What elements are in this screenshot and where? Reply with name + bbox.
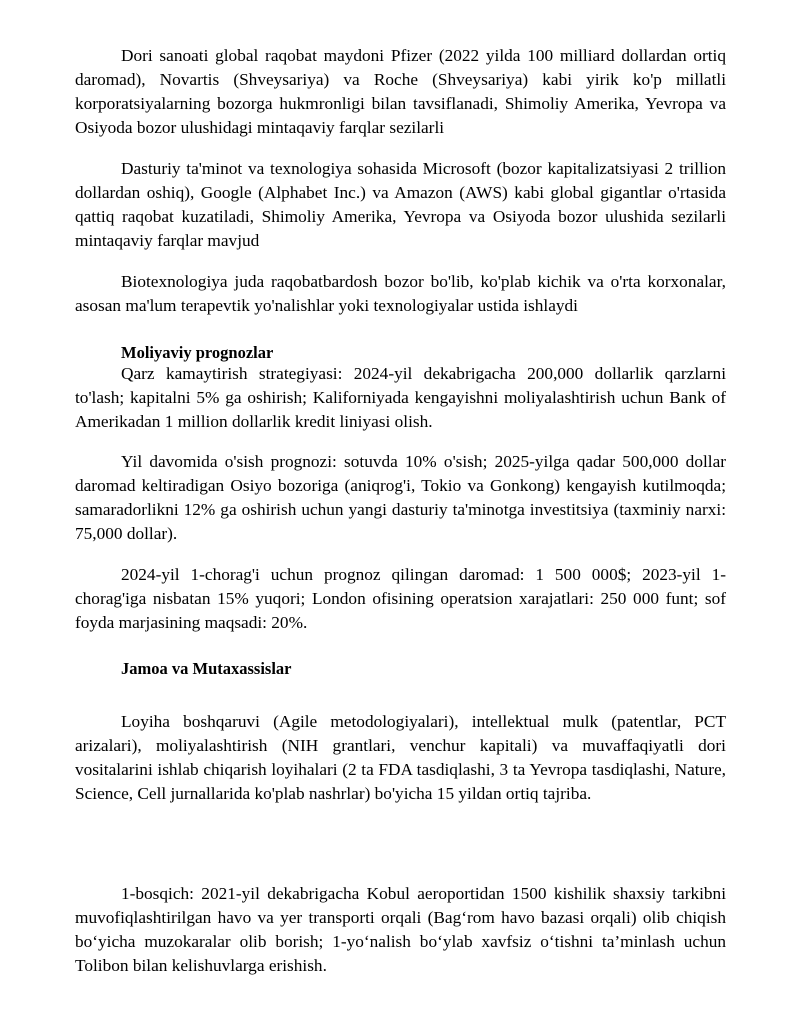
paragraph-experience: Loyiha boshqaruvi (Agile metodologiyalari), intellektual mulk (patentlar, PCT arizalari), moliyalashtirish (NIH grantlari, venchur kapitali) va muvaffaqiyatli dori vositalarini ishlab chiqarish loyihalari (2 ta FDA tasdiqlashi, 3 ta Yevropa tasdiqlashi, Nature, Science, Cell jurnallarida ko'plab nashrlar) bo'yicha 15 yildan ortiq tajriba. <box>75 712 726 803</box>
paragraph-q1-forecast: 2024-yil 1-chorag'i uchun prognoz qilingan daromad: 1 500 000$; 2023-yil 1-chorag'iga nisbatan 15% yuqori; London ofisining operatsion xarajatlari: 250 000 funt; sof foyda marjasining maqsadi: 20%. <box>75 565 726 632</box>
heading-team-experts: Jamoa va Mutaxassislar <box>121 659 292 678</box>
paragraph-phase-one: 1-bosqich: 2021-yil dekabrigacha Kobul aeroportidan 1500 kishilik shaxsiy tarkibni muvofiqlashtirilgan havo va yer transporti orqali (Bag‘rom havo bazasi orqali) olib chiqish bo‘yicha muzokaralar olib borish; 1-yo‘nalish bo‘ylab xavfsiz o‘tishni ta’minlash uchun Tolibon bilan kelishuvlarga erishish. <box>75 884 726 975</box>
paragraph-growth-forecast: Yil davomida o'sish prognozi: sotuvda 10% o'sish; 2025-yilga qadar 500,000 dollar daromad keltiradigan Osiyo bozoriga (aniqrog'i, Tokio va Gonkong) kengayish kutilmoqda; samaradorlikni 12% ga oshirish uchun yangi dasturiy ta'minotga investitsiya (taxminiy narxi: 75,000 dollar). <box>75 452 726 543</box>
paragraph-software-competition: Dasturiy ta'minot va texnologiya sohasida Microsoft (bozor kapitalizatsiyasi 2 trillion dollardan oshiq), Google (Alphabet Inc.) va Amazon (AWS) kabi global gigantlar o'rtasida qattiq raqobat kuzatiladi, Shimoliy Amerika, Yevropa va Osiyoda bozor ulushida sezilarli mintaqaviy farqlar mavjud <box>75 159 726 250</box>
heading-financial-forecasts: Moliyaviy prognozlar <box>121 343 274 362</box>
paragraph-pharma-competition: Dori sanoati global raqobat maydoni Pfizer (2022 yilda 100 milliard dollardan ortiq daromad), Novartis (Shveysariya) va Roche (Shveysariya) kabi yirik ko'p millatli korporatsiyalarning bozorga hukmronligi bilan tavsiflanadi, Shimoliy Amerika, Yevropa va Osiyoda bozor ulushidagi mintaqaviy farqlar sezilarli <box>75 46 726 137</box>
paragraph-biotech: Biotexnologiya juda raqobatbardosh bozor bo'lib, ko'plab kichik va o'rta korxonalar, asosan ma'lum terapevtik yo'nalishlar yoki texnologiyalar ustida ishlaydi <box>75 272 726 315</box>
paragraph-debt-strategy: Qarz kamaytirish strategiyasi: 2024-yil dekabrigacha 200,000 dollarlik qarzlarni to'lash; kapitalni 5% ga oshirish; Kaliforniyada kengayishni moliyalashtirish uchun Bank of Amerikadan 1 million dollarlik kredit liniyasi olish. <box>75 364 726 431</box>
